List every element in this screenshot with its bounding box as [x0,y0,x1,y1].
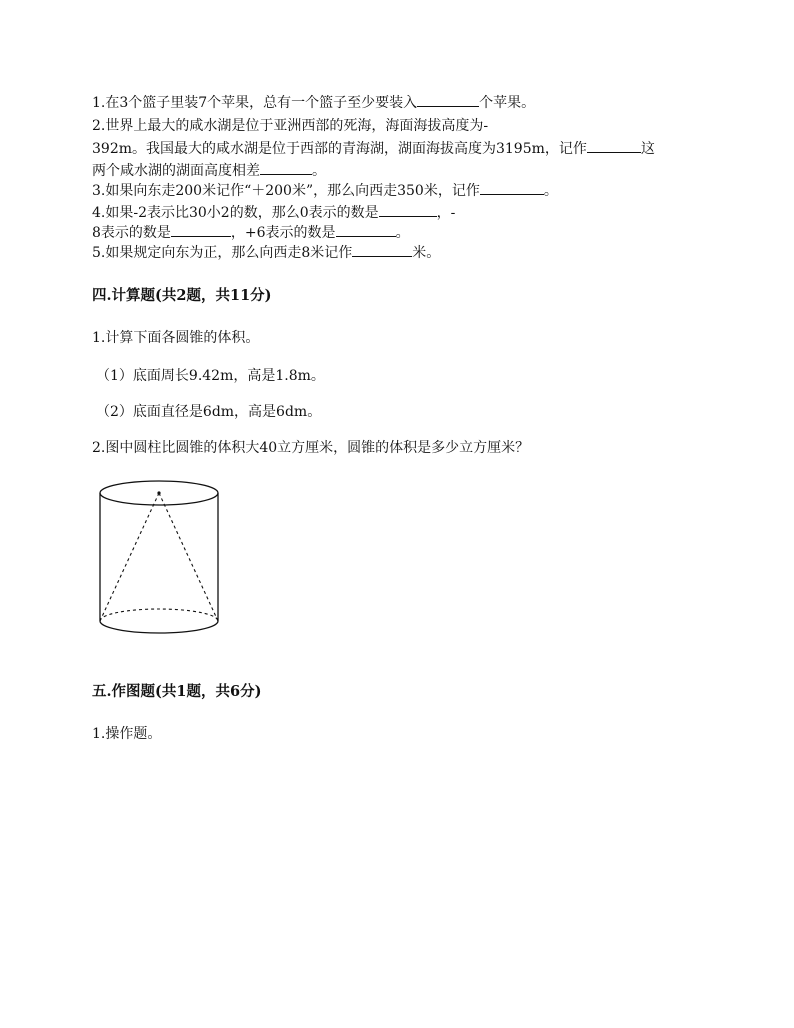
q3-blank [480,180,544,195]
q1-text: 1.在3个篮子里装7个苹果，总有一个篮子至少要装入 [92,95,418,111]
q3-text-end: 。 [543,183,558,199]
q1-text-end: 个苹果。 [479,95,536,111]
q4-blank-2 [171,222,231,237]
section4-q1-stem: 1.计算下面各圆锥的体积。 [92,330,260,346]
section4-q2-stem: 2.图中圆柱比圆锥的体积大40立方厘米，圆锥的体积是多少立方厘米？ [92,440,530,456]
q4-blank-3 [336,222,396,237]
q3-text: 3.如果向东走200米记作“＋200米”，那么向西走350米，记作 [92,183,480,199]
q4-line-2 [92,222,410,243]
q1-blank [417,92,479,107]
q5-text-end: 米。 [412,245,441,261]
q2-blank-1 [587,138,641,153]
q2-line-3 [92,160,326,181]
q2-text-3-end: 。 [312,163,326,179]
q4-text-2-mid: ，+6表示的数是 [230,225,336,241]
q5-text: 5.如果规定向东为正，那么向西走8米记作 [92,245,353,261]
section4-q1-sub2: （2）底面直径是6dm，高是6dm。 [96,404,322,420]
q4-text-2-end: 。 [395,225,410,241]
q5-line [92,242,440,263]
q4-line-1 [92,202,455,223]
section4-heading: 四.计算题(共2题，共11分) [92,287,272,304]
q3-line [92,180,558,201]
q2-line-1 [92,116,488,136]
q4-text-1-end: ，- [436,205,456,221]
cylinder-with-inscribed-cone-icon [96,476,228,642]
section5-q1-stem: 1.操作题。 [92,726,162,742]
q2-text-2-end: 这 [640,141,655,157]
section4-q1-sub1: （1）底面周长9.42m，高是1.8m。 [96,368,325,384]
q1-line [92,92,535,113]
q2-blank-2 [260,160,312,175]
q5-blank [352,242,412,257]
q2-text-3: 两个咸水湖的湖面高度相差 [92,163,260,179]
section5-heading: 五.作图题(共1题，共6分) [92,683,262,700]
q4-text-2: 8表示的数是 [92,225,171,241]
q2-text-2: 392m。我国最大的咸水湖是位于西部的青海湖，湖面海拔高度为3195m，记作 [92,141,587,157]
q4-text-1: 4.如果-2表示比30小2的数，那么0表示的数是 [92,205,379,221]
q4-blank-1 [379,202,437,217]
q2-text-1: 2.世界上最大的咸水湖是位于亚洲西部的死海，海面海拔高度为- [92,118,489,134]
q2-line-2 [92,138,655,159]
